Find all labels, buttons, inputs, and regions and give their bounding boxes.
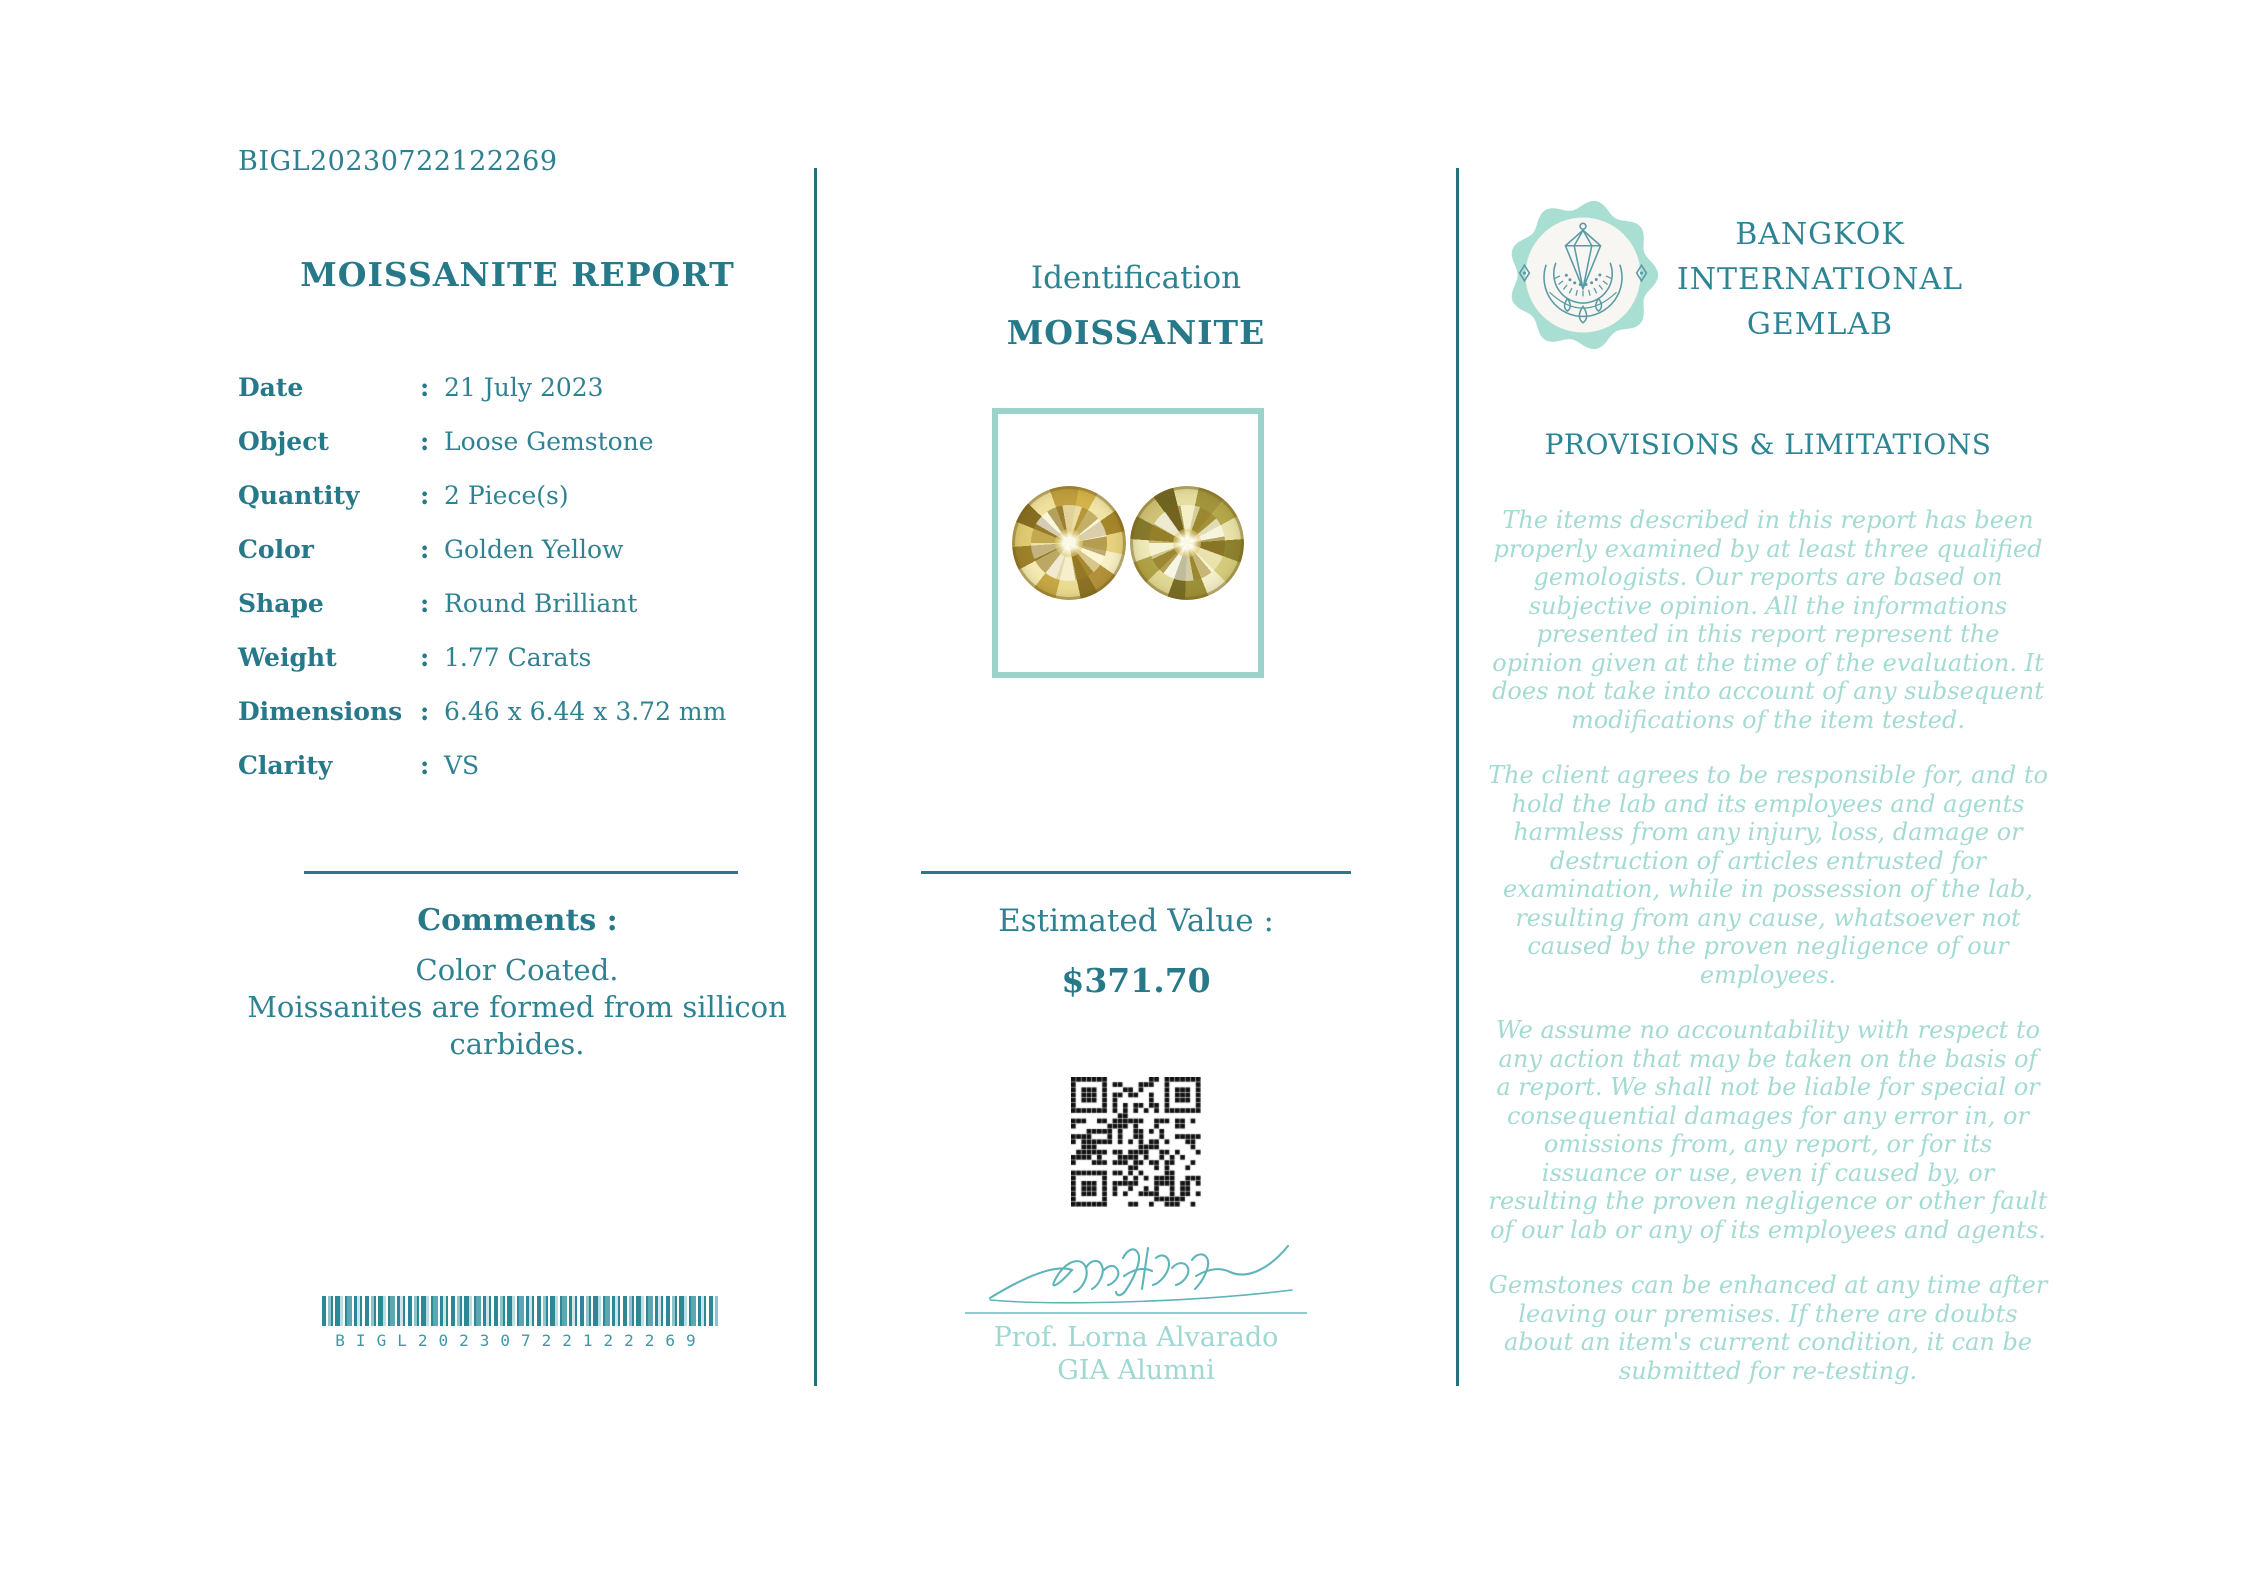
field-colon: :	[420, 372, 430, 402]
gemlab-logo-icon	[1505, 197, 1661, 353]
provisions-title: PROVISIONS & LIMITATIONS	[1544, 428, 1992, 461]
signatory-title: GIA Alumni	[1057, 1355, 1215, 1386]
comments-title: Comments :	[417, 903, 618, 938]
field-label: Color	[238, 534, 314, 564]
field-label: Weight	[238, 642, 337, 672]
column-divider-right	[1456, 168, 1459, 1386]
field-colon: :	[420, 642, 430, 672]
field-colon: :	[420, 696, 430, 726]
gemstone-photo-left	[1012, 486, 1126, 600]
provision-paragraph: Gemstones can be enhanced at any time after leaving our premises. If there are doubts about an item's current condition, it can be submitted for re-testing.	[1488, 1271, 2048, 1385]
logo-inner-disc	[1525, 217, 1640, 332]
barcode-text: BIGL20230722122269	[335, 1331, 707, 1350]
gem-girdle	[1012, 486, 1126, 600]
comments-body	[237, 952, 797, 1063]
field-row-object	[238, 414, 810, 468]
field-value: 6.46 x 6.44 x 3.72 mm	[444, 696, 727, 726]
qr-code	[1071, 1077, 1201, 1207]
field-value: Loose Gemstone	[444, 426, 654, 456]
field-label: Object	[238, 426, 329, 456]
field-label: Shape	[238, 588, 324, 618]
field-colon: :	[420, 480, 430, 510]
field-value: VS	[444, 750, 480, 780]
provisions-paragraphs	[1488, 506, 2048, 1412]
estimated-value-label: Estimated Value :	[998, 903, 1274, 939]
gem-girdle	[1130, 486, 1244, 600]
field-value: 1.77 Carats	[444, 642, 592, 672]
signature-underline	[965, 1312, 1307, 1314]
field-label: Dimensions	[238, 696, 403, 726]
field-row-dimensions	[238, 684, 810, 738]
signature-handwriting	[986, 1232, 1296, 1314]
report-number: BIGL20230722122269	[238, 146, 558, 177]
report-fields	[238, 360, 810, 792]
field-value: Golden Yellow	[444, 534, 624, 564]
report-title: MOISSANITE REPORT	[300, 255, 735, 294]
field-value: 21 July 2023	[444, 372, 604, 402]
field-row-weight	[238, 630, 810, 684]
field-row-quantity	[238, 468, 810, 522]
barcode	[322, 1296, 718, 1326]
field-value: 2 Piece(s)	[444, 480, 569, 510]
provision-paragraph: We assume no accountability with respect to any action that may be taken on the basis of a report. We shall not be liable for special or consequential damages for any error in, or omissions from, any report, or for its issuance or use, even if caused by, or resulting the proven negligence or other fault of our lab or any of its employees and agents.	[1488, 1016, 2048, 1244]
gemstone-photo-right	[1130, 486, 1244, 600]
lab-name-line: INTERNATIONAL	[1676, 262, 1964, 297]
comment-line: Moissanites are formed from sillicon carbides.	[247, 990, 787, 1061]
gemstone-photo-frame	[992, 408, 1264, 678]
lab-name-line: GEMLAB	[1746, 307, 1894, 342]
estimated-value: $371.70	[1061, 961, 1211, 1000]
comments-divider	[304, 871, 738, 874]
lab-name-line: BANGKOK	[1735, 217, 1905, 252]
field-colon: :	[420, 426, 430, 456]
field-colon: :	[420, 534, 430, 564]
column-divider-left	[814, 168, 817, 1386]
estimated-value-divider	[921, 871, 1351, 874]
lab-name	[1640, 212, 2000, 347]
field-label: Date	[238, 372, 304, 402]
field-colon: :	[420, 750, 430, 780]
identification-label: Identification	[1030, 260, 1242, 296]
comment-line: Color Coated.	[415, 953, 619, 987]
field-value: Round Brilliant	[444, 588, 638, 618]
signatory-name: Prof. Lorna Alvarado	[993, 1322, 1279, 1353]
field-row-clarity	[238, 738, 810, 792]
field-row-shape	[238, 576, 810, 630]
field-row-color	[238, 522, 810, 576]
provision-paragraph: The client agrees to be responsible for, and to hold the lab and its employees and agents harmless from any injury, loss, damage or destruction of articles entrusted for examination, while in possession of the lab, resulting from any cause, whatsoever not caused by the proven negligence of our employees.	[1488, 761, 2048, 989]
field-label: Quantity	[238, 480, 360, 510]
identification-value: MOISSANITE	[1006, 313, 1266, 352]
field-row-date	[238, 360, 810, 414]
field-label: Clarity	[238, 750, 333, 780]
field-colon: :	[420, 588, 430, 618]
provision-paragraph: The items described in this report has been properly examined by at least three qualified gemologists. Our reports are based on subjective opinion. All the informations presented in this report represent the opinion given at the time of the evaluation. It does not take into account of any subsequent modifications of the item tested.	[1492, 506, 2044, 734]
